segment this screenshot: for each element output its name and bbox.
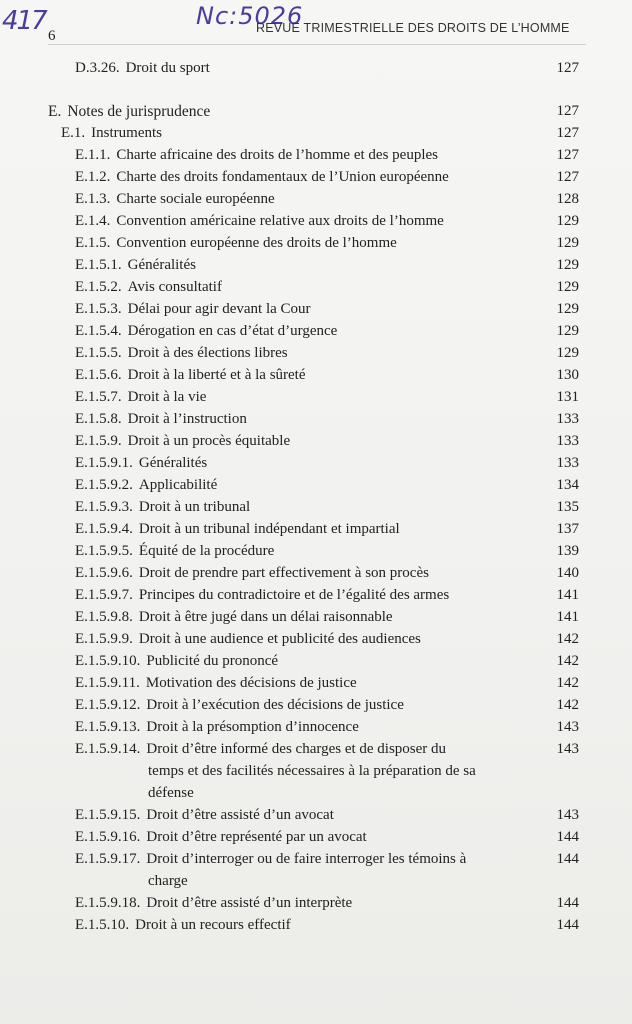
toc-page-number: 143 (556, 807, 579, 823)
toc-page-number: 135 (556, 499, 579, 515)
toc-page-number: 129 (556, 323, 579, 339)
document-page: 417 Nc:5026 6 REVUE TRIMESTRIELLE DES DROITS DE L’HOMME D.3.26. Droit du sport 127 E. Notes de jurisprudence 127 E.1. Instruments 127 E.1.1. Charte africaine des droits de l’homme et des peuples 127 E.1.2. Charte des droits fondamentaux de l’Union européenne 127 E.1.3. Charte sociale européenne 128 E.1.4. Convention américaine relative aux droits de l’homme 129 E.1.5. Convention européenne des droits de l’homme 129 E.1.5.1. Généralités 129 E.1.5.2. Avis consultatif 129 E.1.5.3. Délai pour agir devant la Cour 129 E.1.5.4. Dérogation en cas d’état d’urgence 129 E.1.5.5. Droit à des élections libres 129 E.1.5.6. Droit à la liberté et à la sûreté 130 E.1.5.7. Droit à la vie 131 E.1.5.8. Droit à l’instruction 133 E.1.5.9. Droit à un procès équitable 133 E.1.5.9.1. Généralités 133 E.1.5.9.2. Applicabilité 134 E.1.5.9.3. Droit à un tribunal 135 E.1.5.9.4. Droit à un tribunal indépendant et impartial 137 E.1.5.9.5. Équité de la procédure 139 E.1.5.9.6. Droit de prendre part effectivement à son procès 140 E.1.5.9.7. Principes du contradictoire et de l’égalité des armes 141 E.1.5.9.8. Droit à être jugé dans un délai raisonnable 141 E.1.5.9.9. Droit à une audience et publicité des audiences 142 E.1.5.9.10. Publicité du prononcé 142 E.1.5.9.11. Motivation des décisions de justice 142 E.1.5.9.12. Droit à l’exécution des décisions de justice 142 E.1.5.9.13. Droit à la présomption d’innocence 143 E.1.5.9.14. Droit d’être informé des charges et de disposer du 143 temps et des facilités nécessaires à la préparation de sa défense E.1.5.9.15. Droit d’être assisté d’un avocat 143 E.1.5.9.16. Droit d’être représenté par un avocat 144 E.1.5.9.17. Droit d’interroger ou de faire interroger les témoins à 144 charge E.1.5.9.18. Droit d’être assisté d’un interprète 144 E.1.5.10. Droit à un recours effectif 144 (0, 0, 632, 1024)
toc-page-number: 142 (556, 675, 579, 691)
handwritten-reference-mark: Nc:5026 (196, 2, 304, 30)
toc-page-number: 141 (556, 587, 579, 603)
toc-page-number: 144 (556, 895, 579, 911)
toc-page-number: 133 (556, 455, 579, 471)
toc-page-number: 127 (556, 125, 579, 141)
toc-page-number: 131 (556, 389, 579, 405)
toc-page-number: 142 (556, 653, 579, 669)
toc-page-number: 144 (556, 829, 579, 845)
toc-page-number: 143 (556, 741, 579, 757)
toc-page-number: 144 (556, 851, 579, 867)
toc-page-number: 142 (556, 631, 579, 647)
toc-page-number: 129 (556, 279, 579, 295)
handwritten-page-mark: 417 (2, 6, 46, 36)
toc-page-number: 129 (556, 235, 579, 251)
toc-page-number: 127 (556, 147, 579, 163)
toc-page-number: 140 (556, 565, 579, 581)
toc-page-number: 128 (556, 191, 579, 207)
toc-page-number: 134 (556, 477, 579, 493)
toc-page-number: 129 (556, 257, 579, 273)
header-divider (48, 44, 586, 45)
toc-page-number: 127 (556, 169, 579, 185)
toc-page-number: 141 (556, 609, 579, 625)
toc-page-number: 133 (556, 433, 579, 449)
toc-page-number: 143 (556, 719, 579, 735)
running-header: REVUE TRIMESTRIELLE DES DROITS DE L’HOMME (256, 21, 570, 35)
page-number: 6 (48, 28, 56, 44)
toc-page-number: 127 (556, 60, 579, 76)
toc-page-number: 129 (556, 345, 579, 361)
toc-page-number: 130 (556, 367, 579, 383)
toc-page-number: 137 (556, 521, 579, 537)
toc-page-number: 139 (556, 543, 579, 559)
toc-page-number: 142 (556, 697, 579, 713)
toc-page-number: 129 (556, 213, 579, 229)
toc-page-number: 127 (556, 103, 579, 119)
toc-page-number: 129 (556, 301, 579, 317)
toc-page-number: 144 (556, 917, 579, 933)
toc-page-number: 133 (556, 411, 579, 427)
